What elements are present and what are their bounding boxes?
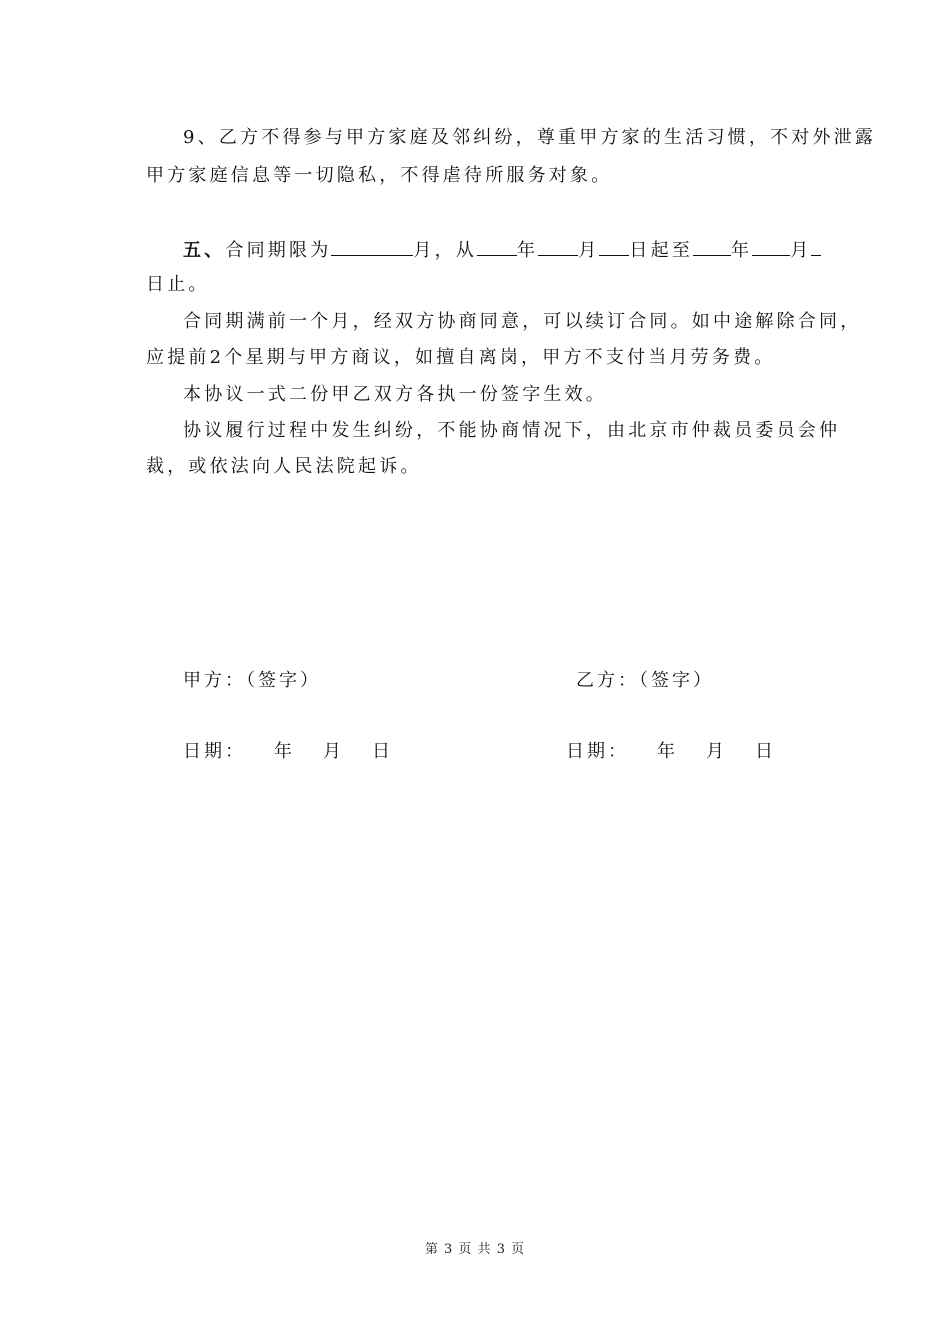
renewal-paragraph-line-1: 合同期满前一个月，经双方协商同意，可以续订合同。如中途解除合同， xyxy=(183,311,862,332)
date-month-label: 月 xyxy=(706,741,727,762)
start-day-label: 日起至 xyxy=(629,240,694,261)
term-months-blank[interactable] xyxy=(331,237,413,256)
term-from-label: 月，从 xyxy=(413,240,478,261)
clause-5-line-2: 日止。 xyxy=(146,274,210,295)
end-year-blank[interactable] xyxy=(693,237,731,256)
clause-5-line-1 xyxy=(183,237,821,263)
clause-5-heading: 五、 xyxy=(183,240,226,261)
date-year-label: 年 xyxy=(274,741,295,762)
start-year-label: 年 xyxy=(517,240,539,261)
date-day-label: 日 xyxy=(372,741,393,762)
date-label: 日期： xyxy=(566,741,629,762)
date-day-label: 日 xyxy=(755,741,776,762)
start-year-blank[interactable] xyxy=(477,237,517,256)
party-b-signature-label: 乙方：（签字） xyxy=(576,670,714,691)
clause-9-line-1: 9、乙方不得参与甲方家庭及邻纠纷，尊重甲方家的生活习惯，不对外泄露 xyxy=(183,127,877,148)
start-month-label: 月 xyxy=(578,240,600,261)
dispute-paragraph-line-1: 协议履行过程中发生纠纷，不能协商情况下，由北京市仲裁员委员会仲 xyxy=(183,420,841,441)
start-day-blank[interactable] xyxy=(599,237,629,256)
end-month-blank[interactable] xyxy=(752,237,790,256)
renewal-paragraph-line-2: 应提前2个星期与甲方商议，如擅自离岗，甲方不支付当月劳务费。 xyxy=(146,347,776,368)
party-a-signature-label: 甲方：（签字） xyxy=(183,670,321,691)
start-month-blank[interactable] xyxy=(538,237,578,256)
end-year-label: 年 xyxy=(731,240,753,261)
copies-paragraph: 本协议一式二份甲乙双方各执一份签字生效。 xyxy=(183,384,607,405)
end-day-blank[interactable] xyxy=(811,237,821,256)
term-label: 合同期限为 xyxy=(225,240,332,261)
page-number-footer: 第 3 页 共 3 页 xyxy=(424,1242,526,1257)
dispute-paragraph-line-2: 裁，或依法向人民法院起诉。 xyxy=(146,456,422,477)
end-month-label: 月 xyxy=(790,240,812,261)
date-month-label: 月 xyxy=(323,741,344,762)
party-b-date xyxy=(566,740,776,764)
party-a-date xyxy=(183,740,393,764)
date-year-label: 年 xyxy=(657,741,678,762)
date-label: 日期： xyxy=(183,741,246,762)
clause-9-line-2: 甲方家庭信息等一切隐私，不得虐待所服务对象。 xyxy=(146,165,613,186)
